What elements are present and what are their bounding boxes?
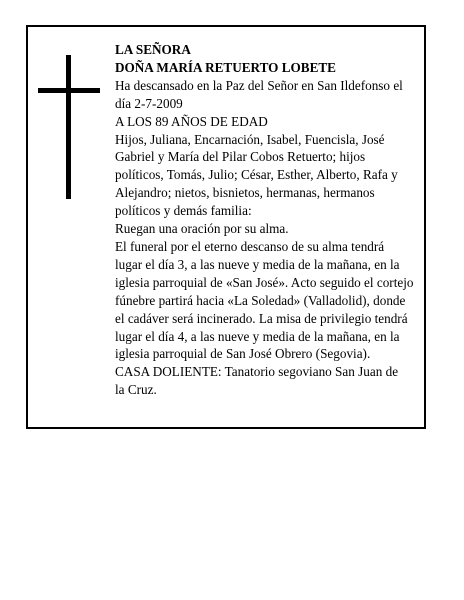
notice-line: lugar el día 4, a las nueve y media de la mañana, en la: [115, 328, 400, 344]
notice-line: el cadáver será incinerado. La misa de privilegio tendrá: [115, 310, 408, 326]
deceased-name: DOÑA MARÍA RETUERTO LOBETE: [115, 59, 336, 75]
cross-icon: [38, 55, 100, 199]
notice-line: Hijos, Juliana, Encarnación, Isabel, Fuencisla, José: [115, 131, 385, 147]
notice-line: lugar el día 3, a las nueve y media de la mañana, en la: [115, 256, 400, 272]
notice-line: Gabriel y María del Pilar Cobos Retuerto; hijos: [115, 149, 366, 165]
notice-line: Ha descansado en la Paz del Señor en San Ildefonso el: [115, 77, 403, 93]
cross-horizontal-bar: [38, 88, 100, 93]
notice-text: [115, 41, 421, 399]
notice-line: Ruegan una oración por su alma.: [115, 221, 289, 237]
notice-line: políticos y demás familia:: [115, 203, 252, 219]
cross-vertical-bar: [66, 55, 71, 199]
obituary-notice: [26, 25, 426, 429]
notice-line: la Cruz.: [115, 382, 157, 398]
notice-line: CASA DOLIENTE: Tanatorio segoviano San Juan de: [115, 364, 399, 380]
notice-line: El funeral por el eterno descanso de su alma tendrá: [115, 238, 385, 254]
notice-line: políticos, Tomás, Julio; César, Esther, Alberto, Rafa y: [115, 167, 398, 183]
notice-line: A LOS 89 AÑOS DE EDAD: [115, 113, 268, 129]
notice-line: fúnebre partirá hacia «La Soledad» (Valladolid), donde: [115, 292, 406, 308]
notice-line: Alejandro; nietos, bisnietos, hermanas, hermanos: [115, 185, 375, 201]
notice-line: iglesia parroquial de «San José». Acto seguido el cortejo: [115, 274, 414, 290]
notice-title: LA SEÑORA: [115, 42, 191, 57]
notice-line: día 2-7-2009: [115, 95, 183, 111]
notice-line: iglesia parroquial de San José Obrero (Segovia).: [115, 346, 371, 362]
